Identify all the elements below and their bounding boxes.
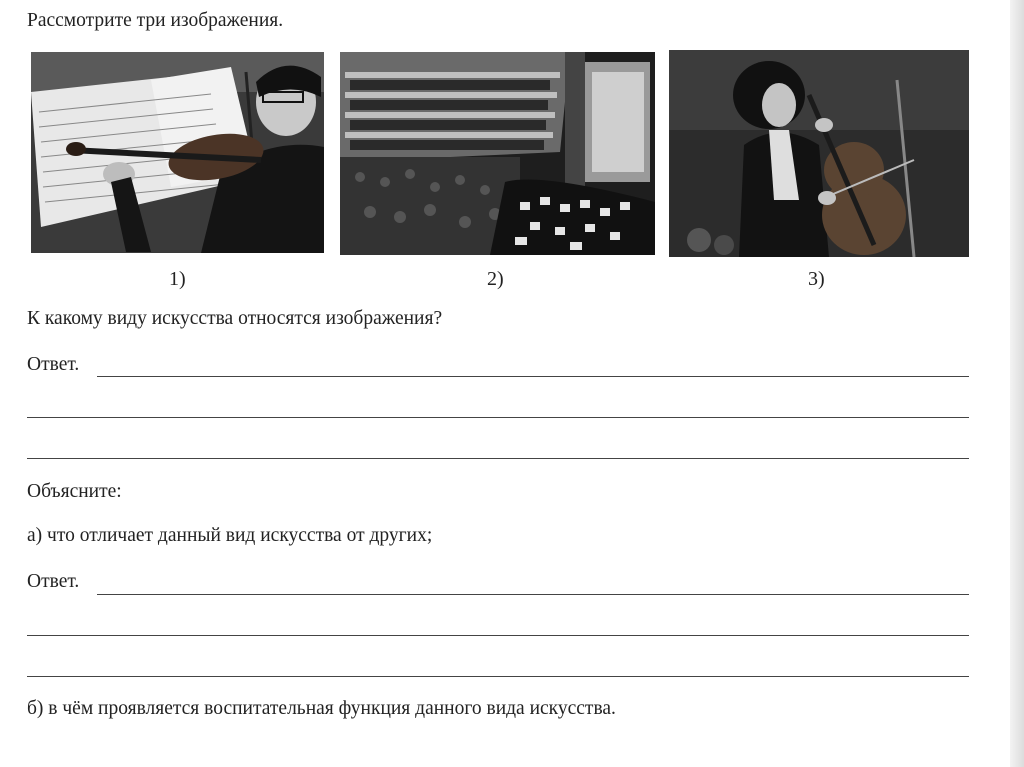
explain-label: Объясните: [27, 481, 122, 502]
image-caption-1: 1) [169, 268, 186, 290]
answer-label-1: Ответ. [27, 354, 80, 375]
answer-label-2: Ответ. [27, 571, 80, 592]
image-caption-3: 3) [808, 268, 825, 290]
theatre-hall-photo [340, 52, 655, 255]
answer-line[interactable] [97, 376, 969, 377]
page-edge [1010, 0, 1024, 767]
question-text: К какому виду искусства относятся изображения? [27, 308, 443, 329]
violinist-photo [31, 52, 324, 253]
item-a-text: а) что отличает данный вид искусства от других; [27, 525, 433, 546]
answer-line[interactable] [27, 458, 969, 459]
page-heading: Рассмотрите три изображения. [27, 10, 284, 31]
answer-line[interactable] [27, 676, 969, 677]
answer-line[interactable] [27, 417, 969, 418]
answer-line[interactable] [27, 635, 969, 636]
answer-line[interactable] [97, 594, 969, 595]
image-caption-2: 2) [487, 268, 504, 290]
item-b-text: б) в чём проявляется воспитательная функция данного вида искусства. [27, 698, 616, 719]
cellist-photo [669, 50, 969, 257]
